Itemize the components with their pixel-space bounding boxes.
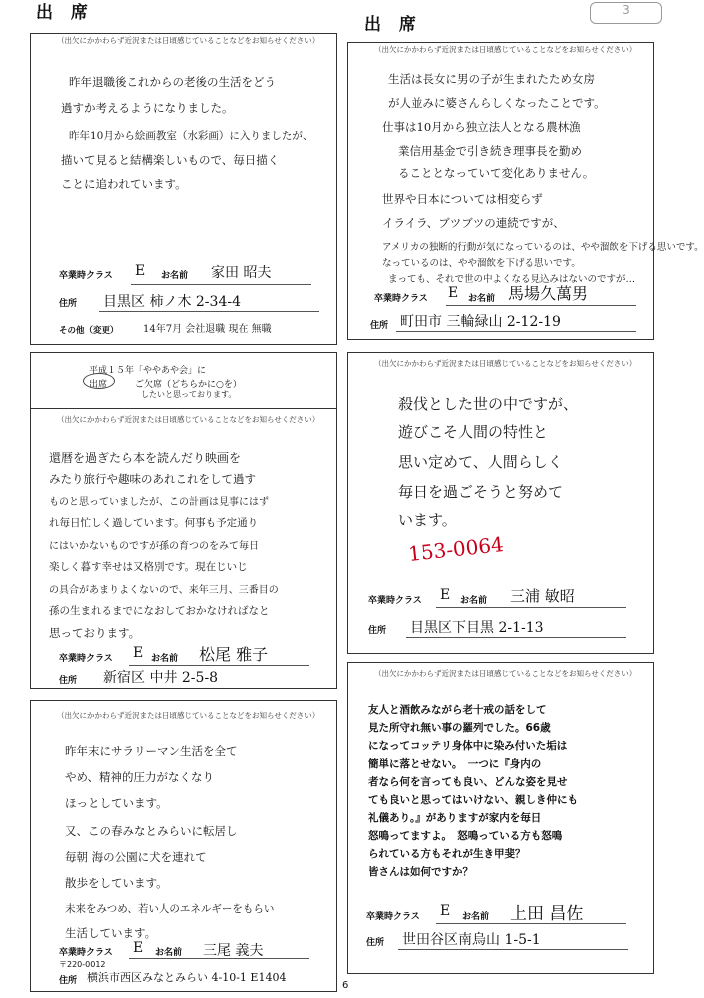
message-line: 殺伐とした世の中ですが、 xyxy=(398,395,579,413)
message-line: 見た所守れ無い事の羅列でした。66歳 xyxy=(368,722,551,734)
class-value: E xyxy=(133,940,144,956)
attendance-header-center: 出 席 xyxy=(364,15,422,35)
message-line: 昨年10月から絵画教室（水彩画）に入りましたが、 xyxy=(69,130,314,142)
class-value: E xyxy=(440,587,451,603)
message-line: ものと思っていましたが、この計画は見事にはず xyxy=(49,497,269,508)
underline xyxy=(436,607,626,608)
card-note: （出欠にかかわらず近況または日頃感じていることなどをお知らせください） xyxy=(57,711,320,720)
zip-annotation-red: 153-0064 xyxy=(407,532,505,566)
message-line: 過すか考えるようになりました。 xyxy=(61,101,234,115)
name-value: 三浦 敏昭 xyxy=(510,587,575,605)
message-line: 友人と酒飲みながら老十戒の話をして xyxy=(368,704,547,716)
card-note: （出欠にかかわらず近況または日頃感じていることなどをお知らせください） xyxy=(374,669,637,678)
message-line: 仕事は10月から独立法人となる農林漁 xyxy=(382,120,581,134)
message-line: ても良いと思ってはいけない、親しき仲にも xyxy=(368,794,578,806)
class-value: E xyxy=(133,645,144,661)
message-line: 思い定めて、人間らしく xyxy=(398,453,563,471)
card-note: （出欠にかかわらず近況または日頃感じていることなどをお知らせください） xyxy=(374,359,637,368)
message-line: 世界や日本については相変らず xyxy=(382,192,543,206)
invite-note: したいと思っております。 xyxy=(141,390,237,399)
class-label: 卒業時クラス xyxy=(59,948,113,958)
name-value: 松尾 雅子 xyxy=(199,645,269,664)
name-label: お名前 xyxy=(462,912,490,922)
card-bottom-left xyxy=(30,700,337,992)
message-line: にはいかないものですが孫の育つのをみて毎日 xyxy=(49,541,259,552)
message-line: 遊びこそ人間の特性と xyxy=(398,423,549,441)
address-value: 横浜市西区みなとみらい 4-10-1 E1404 xyxy=(87,971,287,984)
message-line: 昨年退職後これからの老後の生活をどう xyxy=(69,75,276,89)
address-value: 世田谷区南烏山 1-5-1 xyxy=(402,932,541,948)
message-line: ことに追われています。 xyxy=(61,177,187,191)
card-note: （出欠にかかわらず近況または日頃感じていることなどをお知らせください） xyxy=(57,36,320,45)
class-label: 卒業時クラス xyxy=(368,596,422,606)
attend-choice[interactable]: 出席 xyxy=(89,380,108,390)
message-line: 散歩をしています。 xyxy=(65,876,168,890)
message-line: 簡単に落とせない。 一つに『身内の xyxy=(368,758,542,770)
class-value: E xyxy=(135,263,146,279)
address-label: 住所 xyxy=(59,976,78,986)
underline xyxy=(99,311,319,312)
message-line: います。 xyxy=(398,511,457,529)
address-label: 住所 xyxy=(368,626,387,636)
class-value: E xyxy=(440,903,451,919)
message-line: れ毎日忙しく過しています。何事も予定通り xyxy=(49,517,259,529)
message-line: 孫の生まれるまでになおしておかなければなと xyxy=(49,605,270,617)
message-line: られている方もそれが生き甲斐？ xyxy=(368,848,526,860)
underline xyxy=(131,284,311,285)
card-top-right xyxy=(347,42,704,340)
card-bottom-right xyxy=(347,662,654,974)
message-line: の具合があまりよくないので、来年三月、三番目の xyxy=(49,585,279,596)
zip-code: 〒220-0012 xyxy=(59,960,106,969)
address-value: 町田市 三輪緑山 2-12-19 xyxy=(400,314,561,330)
class-value: E xyxy=(448,285,459,301)
class-label: 卒業時クラス xyxy=(366,912,420,922)
message-line: ることとなっていて変化ありません。 xyxy=(398,166,595,180)
other-label: その他（変更） xyxy=(59,326,119,336)
underline xyxy=(398,949,628,950)
name-value: 三尾 義夫 xyxy=(203,943,264,959)
name-label: お名前 xyxy=(460,596,488,606)
invite-divider xyxy=(31,408,336,409)
message-line: まっても、それで世の中よくなる見込みはないのですが… xyxy=(388,274,636,285)
message-line: ほっとしています。 xyxy=(65,796,168,810)
underline xyxy=(129,665,309,666)
name-label: お名前 xyxy=(155,948,183,958)
underline xyxy=(129,958,309,959)
name-label: お名前 xyxy=(468,294,496,304)
address-label: 住所 xyxy=(370,321,389,331)
message-line: 未来をみつめ、若い人のエネルギーをもらい xyxy=(65,903,275,915)
message-line: 楽しく暮す幸せは又格別です。現在じいじ xyxy=(49,561,248,573)
class-label: 卒業時クラス xyxy=(59,271,113,281)
message-line: 生活しています。 xyxy=(65,926,157,940)
message-line: 毎日を過ごそうと努めて xyxy=(398,483,564,501)
message-line: が人並みに婆さんらしくなったことです。 xyxy=(388,96,606,110)
attend-circle-mark xyxy=(83,373,115,389)
other-value: 14年7月 会社退職 現在 無職 xyxy=(143,324,272,335)
message-line: 思っております。 xyxy=(49,626,141,640)
underline xyxy=(446,305,636,306)
address-label: 住所 xyxy=(366,938,385,948)
message-line: アメリカの独断的行動が気になっているのは、やや溜飲を下げる思いです。 xyxy=(382,242,704,253)
name-value: 上田 昌佐 xyxy=(510,904,584,924)
message-line: 描いて見ると結構楽しいもので、毎日描く xyxy=(61,153,280,167)
address-value: 新宿区 中井 2-5-8 xyxy=(103,670,219,686)
attendance-header-left: 出 席 xyxy=(36,3,94,23)
message-line: 者なら何を言っても良い、どんな姿を見せ xyxy=(368,776,568,788)
message-line: 還暦を過ぎたら本を読んだり映画を xyxy=(49,451,242,465)
message-line: になってコッテリ身体中に染み付いた垢は xyxy=(368,740,568,752)
card-note: （出欠にかかわらず近況または日頃感じていることなどをお知らせください） xyxy=(57,415,320,424)
corner-mark: 3 xyxy=(590,2,662,24)
message-line: 又、この春みなとみらいに転居し xyxy=(65,824,238,838)
message-line: なっているのは、やや溜飲を下げる思いです。 xyxy=(382,258,581,269)
card-top-left xyxy=(30,33,337,345)
message-line: みたり旅行や趣味のあれこれをして過す xyxy=(49,472,256,486)
class-label: 卒業時クラス xyxy=(374,294,428,304)
address-value: 目黒区 柿ノ木 2-34-4 xyxy=(103,294,241,310)
message-line: 怒鳴ってますよ。 怒鳴っている方も怒鳴 xyxy=(368,830,563,842)
address-label: 住所 xyxy=(59,299,78,309)
address-label: 住所 xyxy=(59,676,78,686)
class-label: 卒業時クラス xyxy=(59,654,113,664)
underline xyxy=(396,331,636,332)
message-line: 業信用基金で引き続き理事長を勤め xyxy=(398,144,582,158)
address-value: 目黒区下目黒 2-1-13 xyxy=(410,620,544,636)
card-note: （出欠にかかわらず近況または日頃感じていることなどをお知らせください） xyxy=(374,45,637,54)
underline xyxy=(406,637,626,638)
name-value: 家田 昭夫 xyxy=(211,265,272,281)
name-label: お名前 xyxy=(151,654,179,664)
message-line: 生活は長女に男の子が生まれたため女房 xyxy=(388,72,595,86)
message-line: イライラ、ブツブツの連続ですが、 xyxy=(382,216,565,230)
page-number: 6 xyxy=(342,980,349,991)
card-middle-right xyxy=(347,352,654,654)
message-line: 昨年末にサラリーマン生活を全て xyxy=(65,744,238,758)
message-line: 皆さんは如何ですか？ xyxy=(368,866,473,878)
name-label: お名前 xyxy=(161,271,189,281)
card-middle-left xyxy=(30,352,337,689)
message-line: 礼儀あり。』がありますが家内を毎日 xyxy=(368,812,542,824)
message-line: 毎朝 海の公園に犬を連れて xyxy=(65,850,207,864)
invite-question: ご欠席（どちらかに○を） xyxy=(135,380,242,390)
message-line: やめ、精神的圧力がなくなり xyxy=(65,770,215,784)
name-value: 馬場久萬男 xyxy=(508,284,589,303)
underline xyxy=(436,923,626,924)
invite-line: 平成１５年「ややあや会」に xyxy=(89,366,207,376)
